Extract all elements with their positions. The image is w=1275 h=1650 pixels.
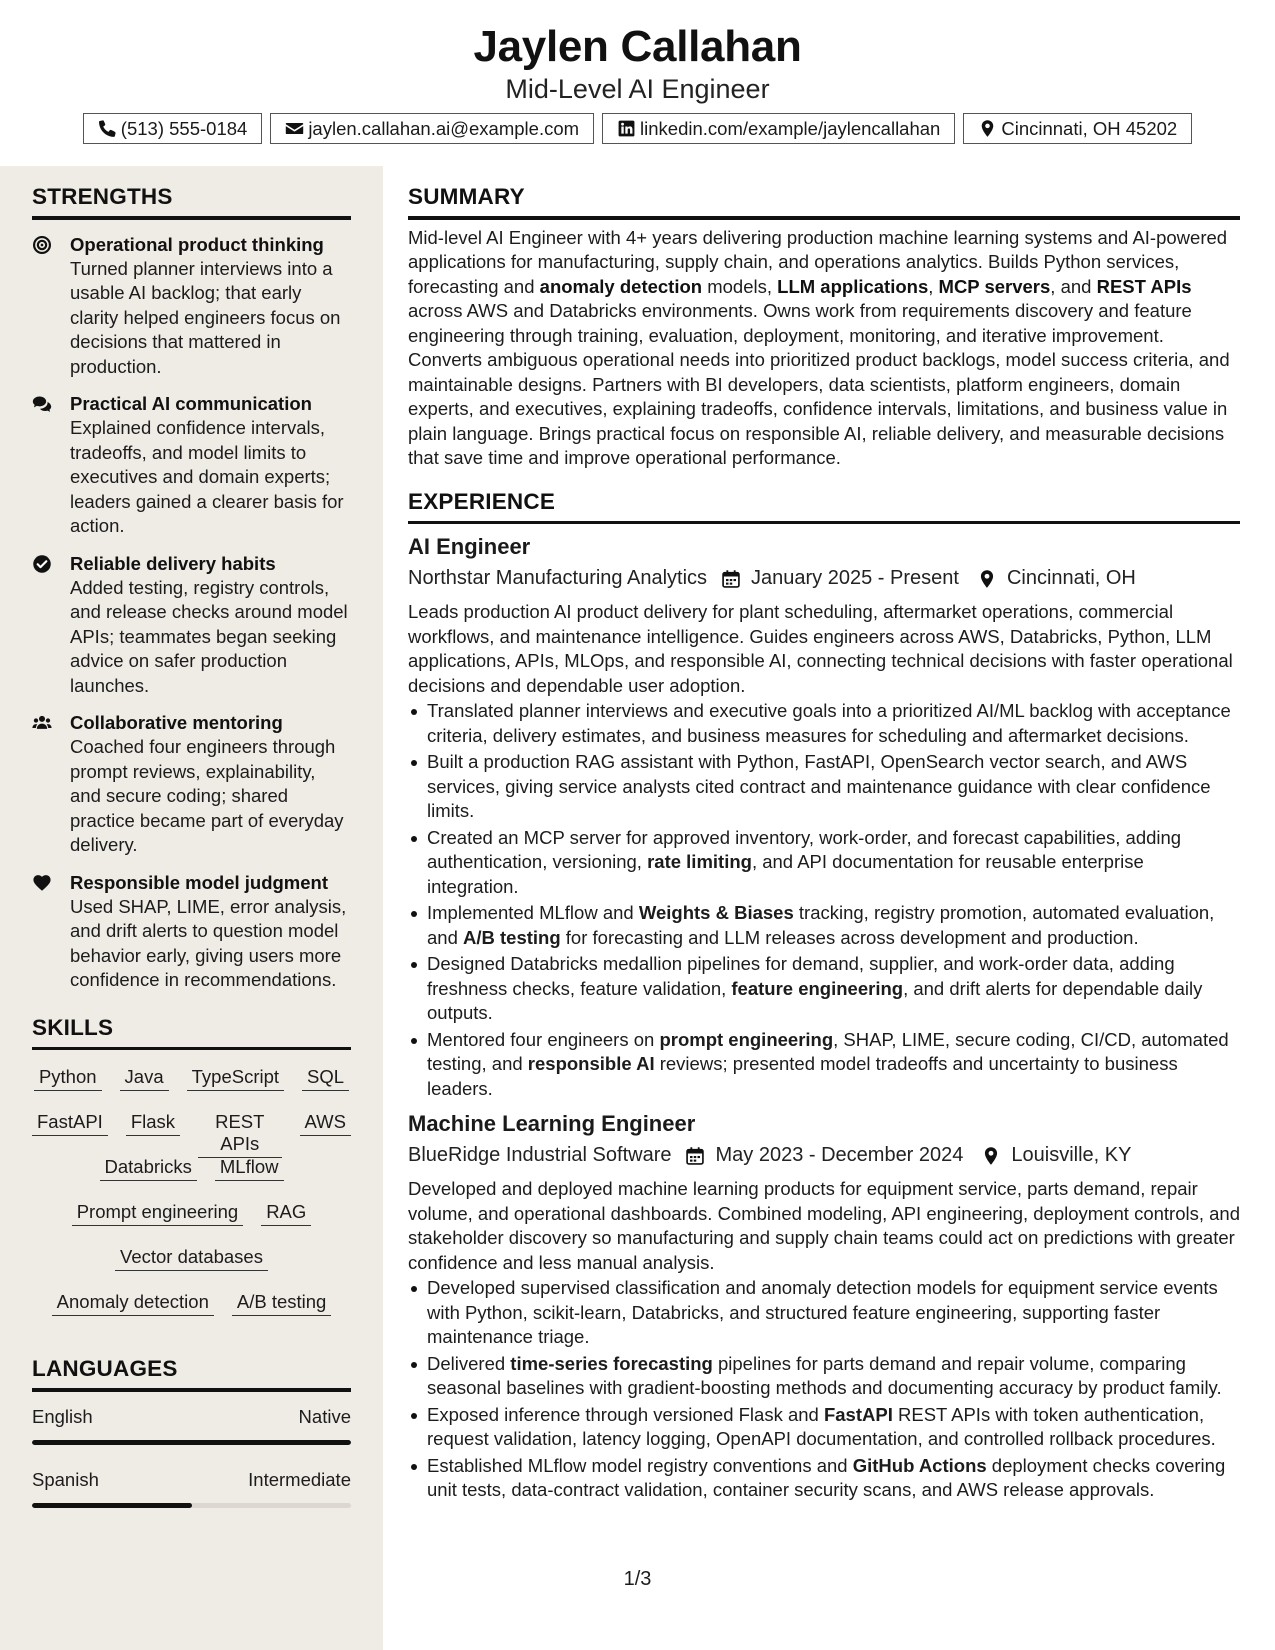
job-bullet: Developed supervised classification and anomaly detection models for equipment service events with Python, scikit-learn, Databricks, and structured feature engineering, supporting faster maintenance triage. — [408, 1276, 1240, 1350]
main-content — [408, 166, 1240, 1505]
target-icon — [32, 235, 52, 255]
job-meta — [408, 1144, 1240, 1167]
job-entry — [408, 534, 1240, 1101]
proficiency-fill — [32, 1503, 192, 1508]
company-name: Northstar Manufacturing Analytics — [408, 567, 708, 589]
strength-title: Operational product thinking — [70, 233, 324, 255]
skill-tag: Databricks — [100, 1152, 197, 1181]
languages-list — [32, 1406, 351, 1508]
job-dates: January 2025 - Present — [751, 567, 959, 589]
job-description: Developed and deployed machine learning products for equipment service, parts demand, repair volume, and operational dashboards. Combined modeling, API engineering, deployment controls, and stakeholder discovery so manufacturing and supply chain teams could act on predictions with greater confidence and less manual analysis. — [408, 1178, 1241, 1273]
strength-item — [32, 391, 351, 539]
job-bullet: Created an MCP server for approved inventory, work-order, and forecast capabilities, adding authentication, versioning, rate limiting, and API documentation for reusable enterprise integration. — [408, 826, 1240, 900]
skill-tag: AWS — [300, 1107, 351, 1136]
location-text: Cincinnati, OH 45202 — [1001, 117, 1178, 139]
job-bullet: Designed Databricks medallion pipelines for demand, supplier, and work-order data, adding freshness checks, feature validation, feature engineering, and drift alerts for dependable daily outputs. — [408, 952, 1240, 1026]
section-divider — [32, 1047, 351, 1051]
heart-icon — [32, 873, 52, 893]
location-contact — [963, 113, 1192, 144]
strength-title: Reliable delivery habits — [70, 552, 276, 574]
language-item — [32, 1406, 351, 1445]
skills-heading: SKILLS — [32, 1014, 114, 1040]
comments-icon — [32, 394, 52, 414]
email-contact[interactable] — [270, 113, 594, 144]
job-description: Leads production AI product delivery for plant scheduling, aftermarket operations, commercial workflows, and maintenance intelligence. Guides engineers across AWS, Databricks, Python, LLM applications, APIs, MLOps, and responsible AI, connecting technical decisions with faster operational decisions and dependable user adoption. — [408, 601, 1233, 696]
map-pin-icon — [978, 119, 997, 138]
languages-heading: LANGUAGES — [32, 1356, 178, 1381]
job-bullet: Built a production RAG assistant with Python, FastAPI, OpenSearch vector search, and AWS services, giving service analysts cited contract and maintenance guidance with clear confidence limits. — [408, 750, 1240, 824]
job-bullet: Mentored four engineers on prompt engineering, SHAP, LIME, secure coding, CI/CD, automated testing, and responsible AI reviews; presented model tradeoffs and uncertainty to business leaders. — [408, 1028, 1240, 1102]
job-location: Cincinnati, OH — [1006, 567, 1136, 589]
job-meta — [408, 567, 1240, 590]
skill-tag: REST APIs — [198, 1107, 282, 1158]
language-proficiency-bar — [32, 1440, 351, 1445]
job-bullet: Exposed inference through versioned Flask and FastAPI REST APIs with token authentication, request validation, latency logging, OpenAPI documentation, and controlled rollback procedures. — [408, 1403, 1240, 1452]
strength-text: Added testing, registry controls, and release checks around model APIs; teammates began seeking advice on safer production launches. — [70, 576, 348, 696]
proficiency-fill — [32, 1440, 351, 1445]
page-indicator: 1/3 — [623, 1568, 652, 1590]
company-name: BlueRidge Industrial Software — [408, 1144, 672, 1166]
strength-text: Explained confidence intervals, tradeoffs, and model limits to executives and domain experts; leaders gained a clearer basis for action. — [70, 417, 344, 536]
skill-tag: Vector databases — [115, 1242, 268, 1271]
envelope-icon — [285, 119, 304, 138]
check-circle-icon — [32, 554, 52, 574]
skill-tag: MLflow — [215, 1152, 284, 1181]
phone-text: (513) 555-0184 — [120, 117, 248, 139]
candidate-name: Jaylen Callahan — [473, 22, 802, 71]
linkedin-text: linkedin.com/example/jaylencallahan — [640, 117, 941, 139]
calendar-icon — [721, 569, 741, 589]
strengths-list — [32, 232, 351, 993]
skill-tag: TypeScript — [187, 1062, 284, 1091]
skill-tag: Flask — [126, 1107, 180, 1136]
section-divider — [32, 216, 351, 220]
language-level: Intermediate — [248, 1468, 351, 1490]
contact-bar — [0, 113, 1275, 145]
strength-text: Coached four engineers through prompt reviews, explainability, and secure coding; shared practice became part of everyday delivery. — [70, 736, 344, 855]
section-divider — [32, 1388, 351, 1392]
strength-item — [32, 232, 351, 380]
job-bullets — [408, 699, 1240, 1101]
strength-title: Collaborative mentoring — [70, 712, 283, 733]
section-divider — [408, 216, 1240, 220]
candidate-title: Mid-Level AI Engineer — [505, 74, 770, 104]
strength-title: Practical AI communication — [70, 393, 312, 414]
job-bullet: Delivered time-series forecasting pipelines for parts demand and repair volume, comparing seasonal baselines with gradient-boosting methods and documenting accuracy by product family. — [408, 1352, 1240, 1401]
job-location: Louisville, KY — [1011, 1144, 1132, 1166]
calendar-icon — [685, 1146, 705, 1166]
strength-title: Responsible model judgment — [70, 871, 328, 893]
strength-item — [32, 710, 351, 858]
language-name: English — [32, 1405, 93, 1427]
summary-heading: SUMMARY — [408, 184, 525, 209]
job-bullets — [408, 1276, 1240, 1503]
sidebar — [0, 166, 383, 1650]
skill-tag: SQL — [302, 1062, 349, 1091]
language-level: Native — [298, 1405, 351, 1427]
skills-list — [32, 1062, 351, 1332]
email-text: jaylen.callahan.ai@example.com — [308, 117, 580, 139]
summary-text: Mid-level AI Engineer with 4+ years delivering production machine learning systems and AI-powered applications for manufacturing, supply chain, and operations analytics. Builds Python services, forecasting and anomaly detection models, LLM applications, MCP servers, and REST APIs across AWS and Databricks environments. Owns work from requirements discovery and feature engineering through training, evaluation, deployment, monitoring, and iterative improvement. Converts ambiguous operational needs into prioritized product backlogs, model success criteria, and maintainable designs. Partners with BI developers, data scientists, platform engineers, domain experts, and executives, explaining tradeoffs, confidence intervals, limitations, and business value in plain language. Brings practical focus on responsible AI, reliable delivery, and measurable decisions that save time and improve operational performance. — [408, 226, 1230, 468]
linkedin-icon — [617, 119, 636, 138]
job-entry — [408, 1111, 1240, 1503]
skill-tag: A/B testing — [232, 1287, 331, 1316]
users-icon — [32, 713, 52, 733]
strength-text: Turned planner interviews into a usable AI backlog; that early clarity helped engineers focus on decisions that mattered in production. — [70, 257, 341, 377]
skill-tag: Java — [120, 1062, 169, 1091]
job-bullet: Translated planner interviews and executive goals into a prioritized AI/ML backlog with acceptance criteria, delivery estimates, and business measures for scheduling and aftermarket decisions. — [408, 699, 1240, 748]
phone-icon — [98, 119, 117, 138]
phone-contact[interactable] — [83, 113, 263, 144]
job-title: AI Engineer — [408, 534, 531, 559]
map-pin-icon — [977, 569, 997, 589]
linkedin-contact[interactable] — [602, 113, 955, 144]
strength-item — [32, 551, 351, 699]
job-bullet: Established MLflow model registry conventions and GitHub Actions deployment checks covering unit tests, data-contract validation, container security scans, and AWS release approvals. — [408, 1454, 1240, 1503]
job-bullet: Implemented MLflow and Weights & Biases tracking, registry promotion, automated evaluation, and A/B testing for forecasting and LLM releases across development and production. — [408, 901, 1240, 950]
skill-tag: FastAPI — [32, 1107, 108, 1136]
strengths-heading: STRENGTHS — [32, 184, 173, 209]
job-title: Machine Learning Engineer — [408, 1111, 696, 1136]
skill-tag: Anomaly detection — [52, 1287, 214, 1316]
language-name: Spanish — [32, 1468, 99, 1490]
strength-item — [32, 870, 351, 993]
section-divider — [408, 521, 1240, 525]
language-item — [32, 1469, 351, 1508]
skill-tag: Prompt engineering — [72, 1197, 243, 1226]
strength-text: Used SHAP, LIME, error analysis, and drift alerts to question model behavior early, giving users more confidence in recommendations. — [70, 895, 347, 990]
job-dates: May 2023 - December 2024 — [715, 1144, 964, 1166]
resume-header — [0, 0, 1275, 166]
map-pin-icon — [981, 1146, 1001, 1166]
skill-tag: Python — [34, 1062, 102, 1091]
experience-heading: EXPERIENCE — [408, 488, 556, 514]
language-proficiency-bar — [32, 1503, 351, 1508]
skill-tag: RAG — [261, 1197, 311, 1226]
